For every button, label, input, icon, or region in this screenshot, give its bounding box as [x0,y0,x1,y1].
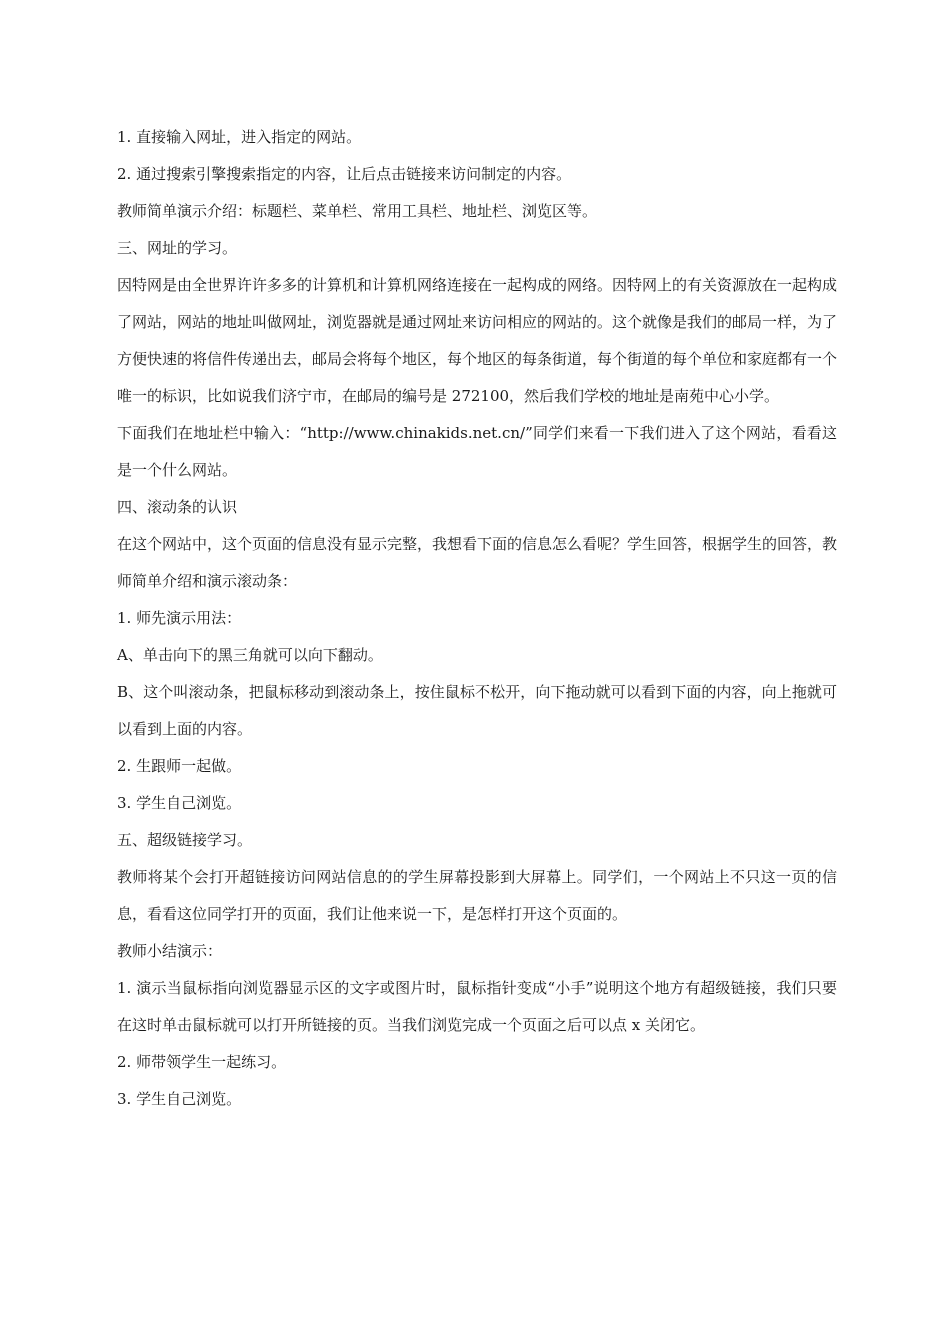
paragraph: 下面我们在地址栏中输入：“http://www.chinakids.net.cn/”同学们来看一下我们进入了这个网站，看看这是一个什么网站。 [117,424,837,479]
list-item: 2. 通过搜索引擎搜索指定的内容，让后点击链接来访问制定的内容。 [117,165,572,183]
paragraph: 教师小结演示： [117,942,223,960]
list-item: 1. 直接输入网址，进入指定的网站。 [117,128,362,146]
list-item: 3. 学生自己浏览。 [117,1090,242,1108]
list-item: 1. 师先演示用法： [117,609,242,627]
list-item: 1. 演示当鼠标指向浏览器显示区的文字或图片时，鼠标指针变成“小手”说明这个地方有超级链接，我们只要在这时单击鼠标就可以打开所链接的页。当我们浏览完成一个页面之后可以点 x 关闭它。 [117,979,837,1034]
paragraph: 教师简单演示介绍：标题栏、菜单栏、常用工具栏、地址栏、浏览区等。 [117,202,598,220]
paragraph: 因特网是由全世界许许多多的计算机和计算机网络连接在一起构成的网络。因特网上的有关资源放在一起构成了网站，网站的地址叫做网址，浏览器就是通过网址来访问相应的网站的。这个就像是我们的邮局一样，为了方便快速的将信件传递出去，邮局会将每个地区，每个地区的每条街道，每个街道的每个单位和家庭都有一个唯一的标识，比如说我们济宁市，在邮局的编号是 272100，然后我们学校的地址是南苑中心小学。 [117,276,838,405]
paragraph: 教师将某个会打开超链接访问网站信息的的学生屏幕投影到大屏幕上。同学们，一个网站上不只这一页的信息，看看这位同学打开的页面，我们让他来说一下，是怎样打开这个页面的。 [117,868,837,923]
list-item: 3. 学生自己浏览。 [117,794,242,812]
list-item: 2. 师带领学生一起练习。 [117,1053,287,1071]
section-heading: 三、网址的学习。 [117,239,238,257]
list-item: 2. 生跟师一起做。 [117,757,242,775]
list-item: A、单击向下的黑三角就可以向下翻动。 [117,646,383,664]
section-heading: 四、滚动条的认识 [117,498,238,516]
paragraph: 在这个网站中，这个页面的信息没有显示完整，我想看下面的信息怎么看呢？学生回答，根据学生的回答，教师简单介绍和演示滚动条： [117,535,838,590]
document-body [117,119,837,1118]
list-item: B、这个叫滚动条，把鼠标移动到滚动条上，按住鼠标不松开，向下拖动就可以看到下面的内容，向上拖就可以看到上面的内容。 [117,683,837,738]
section-heading: 五、超级链接学习。 [117,831,253,849]
